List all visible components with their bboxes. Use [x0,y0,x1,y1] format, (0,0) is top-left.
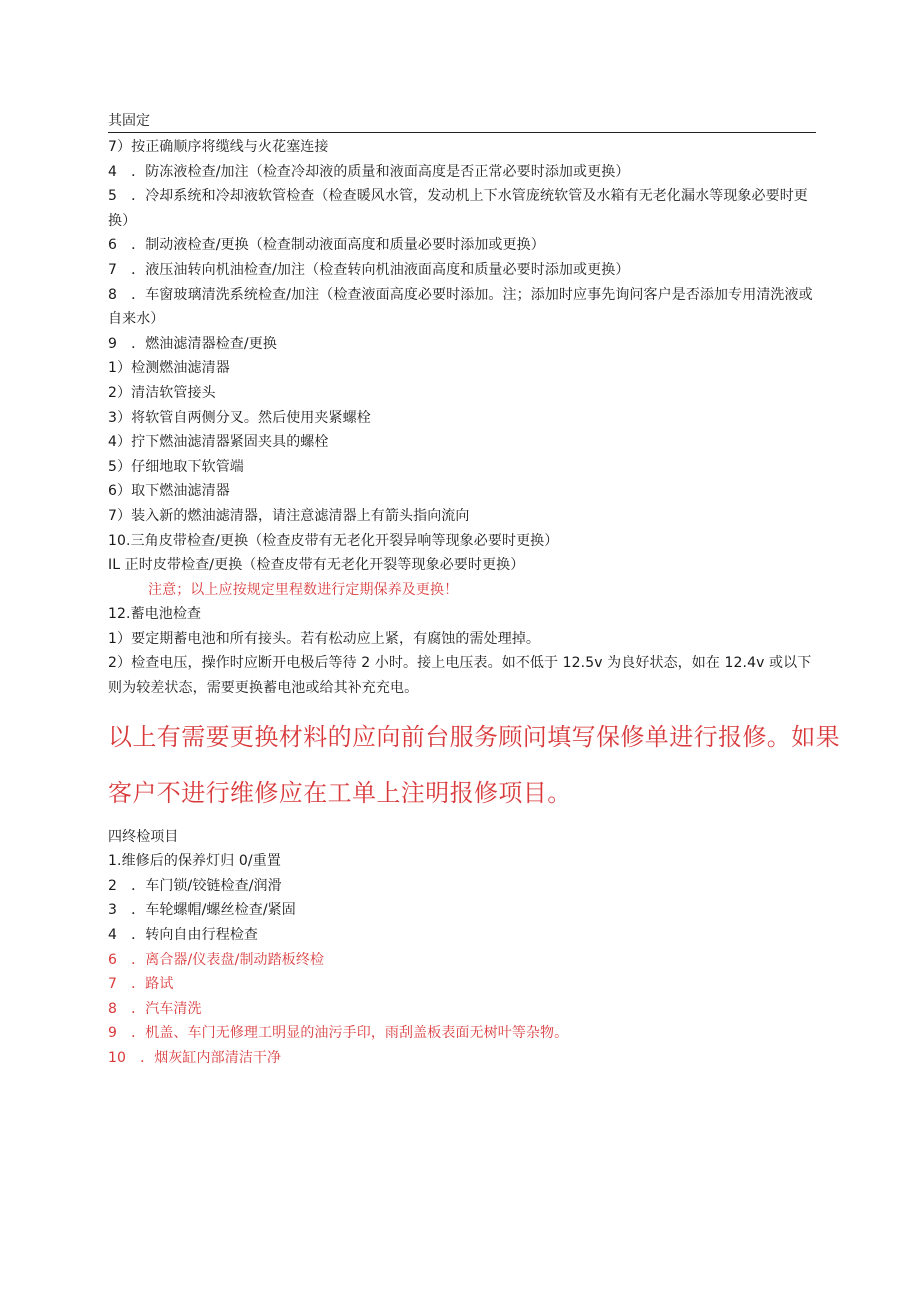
item-text: 维修后的保养灯归 0/重置 [121,853,281,870]
list-item: 5）仔细地取下软管端 [108,458,244,475]
final-check-item [108,874,816,899]
item-text: ．离合器/仪表盘/制动踏板终检 [117,951,325,968]
final-check-item [108,1046,816,1071]
list-item: 1）检测燃油滤清器 [108,360,230,377]
list-item: 7）装入新的燃油滤清器，请注意滤清器上有箭头指向流向 [108,507,470,524]
item-number: 9 [108,1025,118,1042]
item-text: ．路试 [117,976,174,993]
item-number: 1. [108,853,122,870]
list-item: 4 ．防冻液检查/加注（检查冷却液的质量和液面高度是否正常必要时添加或更换） [108,163,630,180]
item-text: ．车轮螺帽/螺丝检查/紧固 [117,902,296,919]
final-check-list [108,849,816,1070]
maintenance-note: 注意；以上应按规定里程数进行定期保养及更换！ [148,581,459,598]
list-item: IL 正时皮带检查/更换（检查皮带有无老化开裂等现象必要时更换） [108,557,525,574]
list-item: 5 ．冷却系统和冷却液软管检查（检查暖风水管，发动机上下水管庞统软管及水箱有无老化漏水等现象必要时更换） [108,188,808,229]
list-item: 3）将软管自两侧分叉。然后使用夹紧螺栓 [108,409,371,426]
final-check-title: 四终检项目 [108,828,179,845]
list-item: 9 ．燃油滤清器检查/更换 [108,335,277,352]
item-number: 2 [108,877,118,894]
item-number: 3 [108,902,118,919]
final-check-item [108,923,816,948]
list-item: 10.三角皮带检查/更换（检查皮带有无老化开裂异响等现象必要时更换） [108,532,559,549]
item-text: ．转向自由行程检查 [117,927,259,944]
final-check-item [108,997,816,1022]
item-number: 8 [108,1000,118,1017]
item-text: ．机盖、车门无修理工明显的油污手印，雨刮盖板表面无树叶等杂物。 [117,1025,569,1042]
list-item: 2）检查电压，操作时应断开电极后等待 2 小时。接上电压表。如不低于 12.5v 为良好状态，如在 12.4v 或以下则为较差状态，需要更换蓄电池或给其补充充电。 [108,655,812,697]
item-text: ．烟灰缸内部清洁干净 [126,1050,282,1066]
list-item: 2）清洁软管接头 [108,384,216,401]
list-item: 8 ．车窗玻璃清洗系统检查/加注（检查液面高度必要时添加。注；添加时应事先询问客户是否添加专用清洗液或自来水） [108,286,813,328]
page-header: 其固定 [108,110,816,133]
final-check-item [108,1021,816,1046]
list-item: 4）拧下燃油滤清器紧固夹具的螺栓 [108,434,329,451]
item-text: ．汽车清洗 [117,1000,202,1017]
final-check-item [108,948,816,973]
list-item: 6 ．制动液检查/更换（检查制动液面高度和质量必要时添加或更换） [108,237,545,254]
list-item: 7）按正确顺序将缆线与火花塞连接 [108,139,329,155]
document-page [108,110,840,1071]
repair-notice-line: 以上有需要更换材料的应向前台服务顾问填写保修单进行报修。如果 [108,722,840,751]
list-item: 1）要定期蓄电池和所有接头。若有松动应上紧，有腐蚀的需处理掉。 [108,630,541,647]
item-number: 4 [108,927,118,944]
repair-notice [108,709,840,821]
final-check-item [108,972,816,997]
item-number: 10 [108,1050,127,1066]
item-number: 7 [108,976,118,993]
item-text: ．车门锁/铰链检查/润滑 [117,877,282,894]
final-check-item [108,849,816,874]
battery-heading: 12.蓄电池检查 [108,606,202,623]
item-number: 6 [108,951,118,968]
list-item: 7 ．液压油转向机油检查/加注（检查转向机油液面高度和质量必要时添加或更换） [108,261,630,278]
repair-notice-line: 客户不进行维修应在工单上注明报修项目。 [108,778,572,807]
list-item: 6）取下燃油滤清器 [108,483,230,500]
final-check-item [108,898,816,923]
